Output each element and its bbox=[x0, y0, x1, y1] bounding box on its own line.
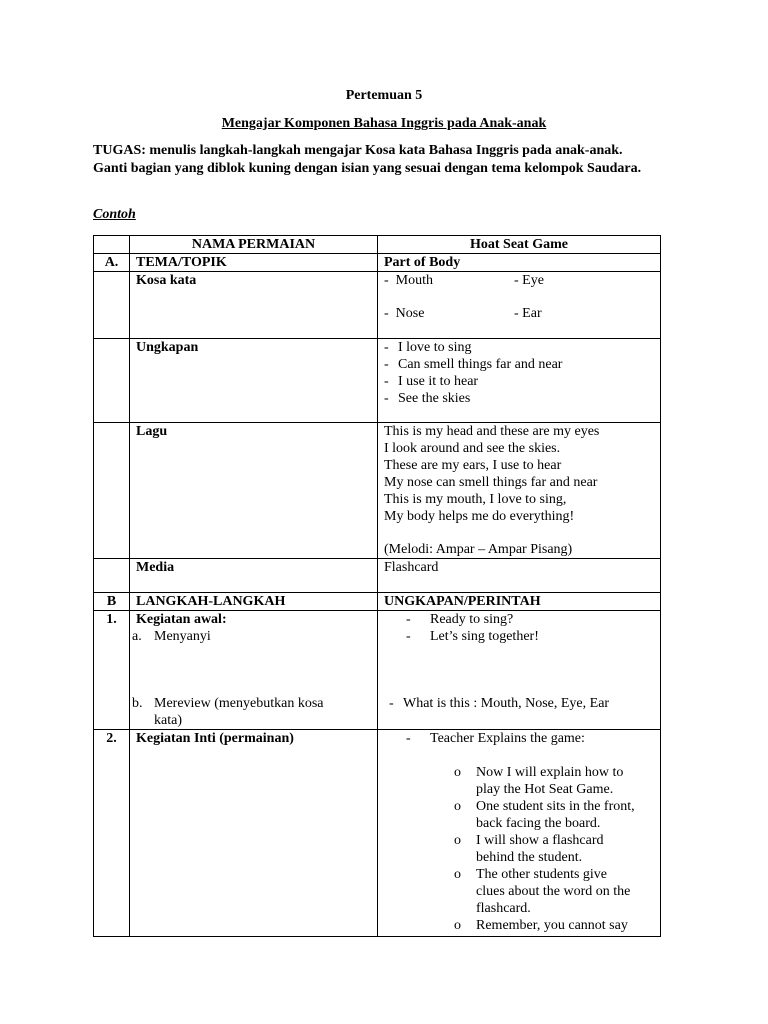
list-item: - I use it to hear bbox=[384, 374, 479, 389]
list-item: - Let’s sing together! bbox=[406, 629, 539, 644]
topic-label: TEMA/TOPIK bbox=[130, 254, 378, 272]
song-line: This is my mouth, I love to sing, bbox=[384, 492, 567, 507]
step-2-explanation bbox=[378, 730, 661, 937]
song-melody: (Melodi: Ampar – Ampar Pisang) bbox=[384, 542, 573, 557]
topic-value: Part of Body bbox=[378, 254, 661, 272]
list-item: - Ready to sing? bbox=[406, 612, 514, 627]
song-line: I look around and see the skies. bbox=[384, 441, 561, 456]
vocab-item: Eye bbox=[522, 273, 544, 288]
list-item: - What is this : Mouth, Nose, Eye, Ear bbox=[389, 696, 610, 711]
list-item: o One student sits in the front, back facing the board. bbox=[454, 799, 635, 831]
table-row-kosa-kata bbox=[94, 272, 661, 339]
step-1-number: 1. bbox=[94, 611, 130, 730]
list-item: - Teacher Explains the game: bbox=[406, 731, 585, 746]
task-instructions: TUGAS: menulis langkah-langkah mengajar Kosa kata Bahasa Inggris pada anak-anak. Ganti bagian yang diblok kuning dengan isian yang sesuai dengan tema kelompok Saudara. bbox=[93, 143, 642, 176]
page-subtitle: Mengajar Komponen Bahasa Inggris pada Anak-anak bbox=[221, 116, 547, 131]
lesson-plan-table bbox=[93, 235, 661, 937]
sub-step: a. Menyanyi bbox=[132, 629, 211, 644]
example-label: Contoh bbox=[93, 207, 136, 222]
step-1-label: Kegiatan awal: bbox=[136, 612, 227, 627]
table-row-step-2 bbox=[94, 730, 661, 937]
song-line: These are my ears, I use to hear bbox=[384, 458, 562, 473]
vocab-row: - Nose - Ear bbox=[384, 306, 542, 321]
steps-label: LANGKAH-LANGKAH bbox=[130, 593, 378, 611]
step-2-number: 2. bbox=[94, 730, 130, 937]
header-left: NAMA PERMAIAN bbox=[130, 236, 378, 254]
game-rules-list bbox=[384, 764, 654, 934]
table-row-step-1 bbox=[94, 611, 661, 730]
list-item: - Can smell things far and near bbox=[384, 357, 563, 372]
header-right: Hoat Seat Game bbox=[378, 236, 661, 254]
list-item: o The other students give clues about the word on the flashcard. bbox=[454, 867, 631, 916]
kosa-kata-cell bbox=[378, 272, 661, 339]
vocab-item: Mouth bbox=[395, 273, 434, 288]
sub-step: b. Mereview (menyebutkan kosa bbox=[132, 696, 324, 711]
lagu-cell bbox=[378, 423, 661, 559]
step-1-expressions bbox=[378, 611, 661, 730]
section-b-number: B bbox=[94, 593, 130, 611]
media-label: Media bbox=[130, 559, 378, 593]
table-row-ungkapan bbox=[94, 339, 661, 423]
ungkapan-label: Ungkapan bbox=[130, 339, 378, 423]
song-line: This is my head and these are my eyes bbox=[384, 424, 600, 439]
step-1-cell: Kegiatan awal: a. Menyanyi b. Mereview (menyebutkan kosa kata) bbox=[130, 611, 378, 730]
lagu-label: Lagu bbox=[130, 423, 378, 559]
song-line: My nose can smell things far and near bbox=[384, 475, 598, 490]
table-row-media bbox=[94, 559, 661, 593]
vocab-item: Nose bbox=[395, 306, 425, 321]
list-item: o Remember, you cannot say bbox=[454, 918, 628, 933]
song-line: My body helps me do everything! bbox=[384, 509, 575, 524]
table-row-steps-header bbox=[94, 593, 661, 611]
list-item: o I will show a flashcard behind the student. bbox=[454, 833, 604, 865]
kosa-kata-label: Kosa kata bbox=[130, 272, 378, 339]
step-2-label: Kegiatan Inti (permainan) bbox=[130, 730, 378, 937]
page-title: Pertemuan 5 bbox=[345, 88, 423, 103]
list-item: - I love to sing bbox=[384, 340, 472, 355]
table-row-topic bbox=[94, 254, 661, 272]
media-value: Flashcard bbox=[378, 559, 661, 593]
table-header-row bbox=[94, 236, 661, 254]
ungkapan-cell bbox=[378, 339, 661, 423]
list-item: - See the skies bbox=[384, 391, 471, 406]
section-a-number: A. bbox=[94, 254, 130, 272]
vocab-row: - Mouth - Eye bbox=[384, 273, 544, 288]
table-row-lagu bbox=[94, 423, 661, 559]
vocab-item: Ear bbox=[522, 306, 542, 321]
steps-value: UNGKAPAN/PERINTAH bbox=[378, 593, 661, 611]
list-item: o Now I will explain how to play the Hot Seat Game. bbox=[454, 765, 624, 797]
